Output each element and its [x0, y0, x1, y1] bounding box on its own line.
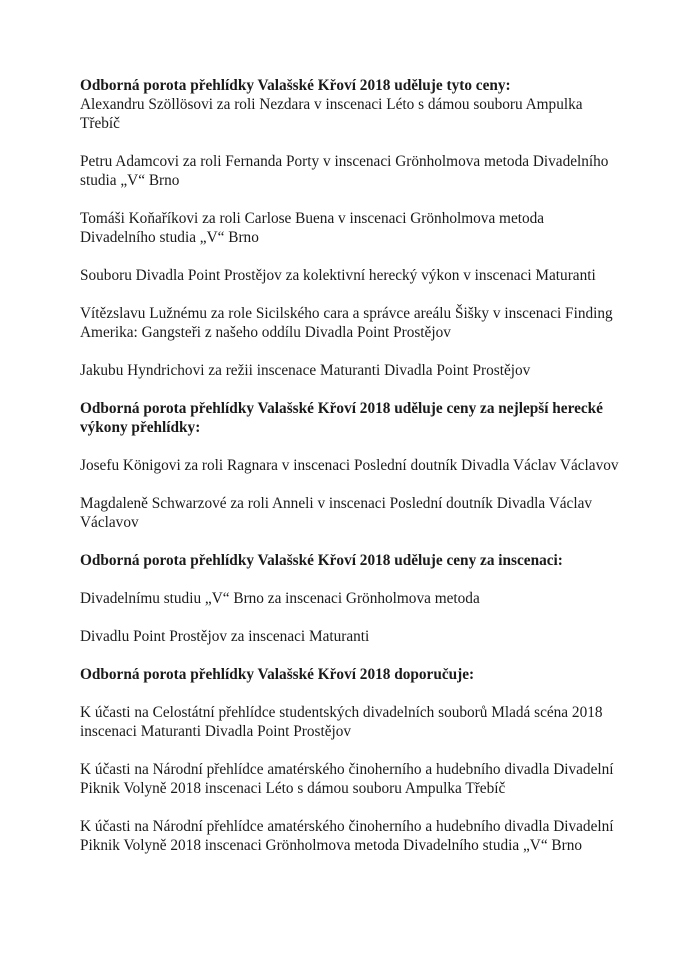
section-heading-recommendations: Odborná porota přehlídky Valašské Křoví 2018 doporučuje:: [80, 666, 475, 683]
section-heading-awards: Odborná porota přehlídky Valašské Křoví 2018 uděluje tyto ceny:: [80, 77, 511, 94]
award-item: Josefu Königovi za roli Ragnara v inscenaci Poslední doutník Divadla Václav Václavov: [80, 457, 619, 474]
award-item: Magdaleně Schwarzové za roli Anneli v inscenaci Poslední doutník Divadla Václav Václavov: [80, 495, 593, 531]
award-item: Divadelnímu studiu „V“ Brno za inscenaci Grönholmova metoda: [80, 590, 480, 607]
award-item: Souboru Divadla Point Prostějov za kolektivní herecký výkon v inscenaci Maturanti: [80, 267, 596, 284]
recommendation-item: K účasti na Národní přehlídce amatérského činoherního a hudebního divadla Divadelní Piknik Volyně 2018 inscenaci Léto s dámou souboru Ampulka Třebíč: [80, 761, 614, 797]
recommendation-item: K účasti na Celostátní přehlídce studentských divadelních souborů Mladá scéna 2018 inscenaci Maturanti Divadla Point Prostějov: [80, 704, 603, 740]
document-page: [80, 76, 620, 855]
award-item: Vítězslavu Lužnému za role Sicilského cara a správce areálu Šišky v inscenaci Finding Amerika: Gangsteři z našeho oddílu Divadla Point Prostějov: [80, 305, 613, 341]
award-item: Alexandru Szöllösovi za roli Nezdara v inscenaci Léto s dámou souboru Ampulka Třebíč: [80, 96, 583, 132]
award-item: Tomáši Koňaříkovi za roli Carlose Buena v inscenaci Grönholmova metoda Divadelního studia „V“ Brno: [80, 210, 545, 246]
award-item: Jakubu Hyndrichovi za režii inscenace Maturanti Divadla Point Prostějov: [80, 362, 531, 379]
award-item: Petru Adamcovi za roli Fernanda Porty v inscenaci Grönholmova metoda Divadelního studia „V“ Brno: [80, 153, 609, 189]
recommendation-item: K účasti na Národní přehlídce amatérského činoherního a hudebního divadla Divadelní Piknik Volyně 2018 inscenaci Grönholmova metoda Divadelního studia „V“ Brno: [80, 818, 614, 854]
section-heading-best-performances: Odborná porota přehlídky Valašské Křoví 2018 uděluje ceny za nejlepší herecké výkony přehlídky:: [80, 400, 603, 436]
award-item: Divadlu Point Prostějov za inscenaci Maturanti: [80, 628, 370, 645]
section-heading-production-awards: Odborná porota přehlídky Valašské Křoví 2018 uděluje ceny za inscenaci:: [80, 552, 563, 569]
